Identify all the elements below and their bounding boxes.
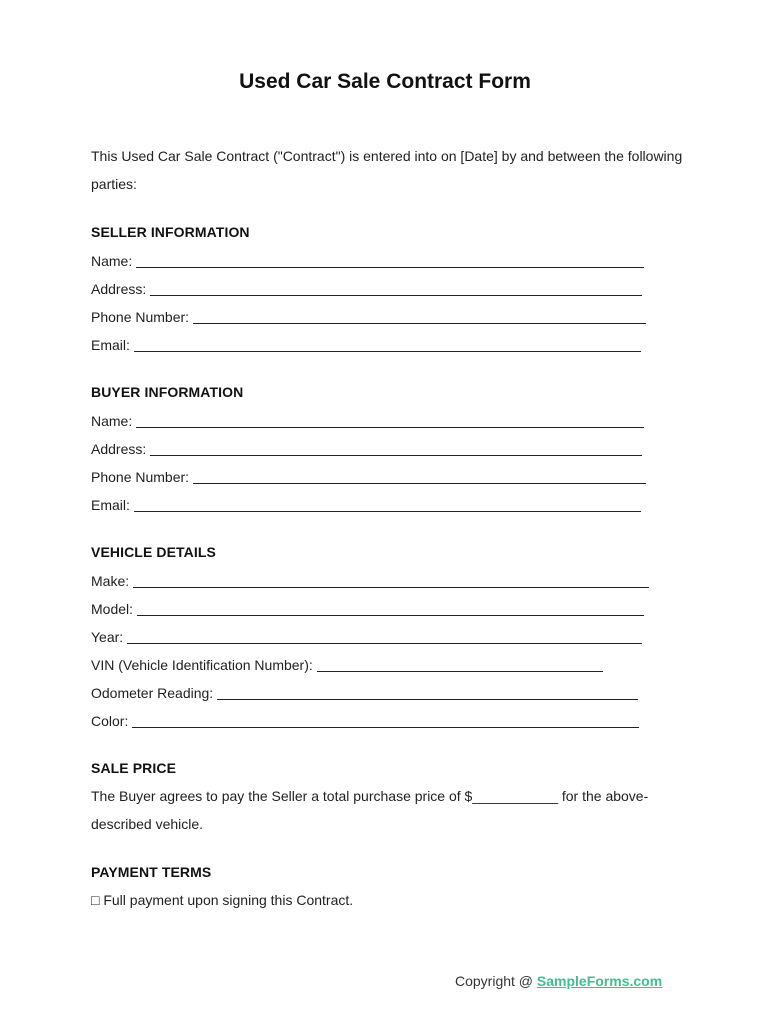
vehicle-odometer-line[interactable] [217, 685, 638, 700]
buyer-phone-line[interactable] [193, 469, 646, 484]
seller-email-line[interactable] [134, 337, 641, 352]
seller-email-field[interactable] [91, 334, 641, 354]
seller-phone-line[interactable] [193, 309, 646, 324]
vehicle-vin-line[interactable] [317, 657, 603, 672]
buyer-name-label: Name: [91, 413, 133, 429]
vehicle-year-line[interactable] [127, 629, 642, 644]
vehicle-vin-label: VIN (Vehicle Identification Number): [91, 657, 313, 673]
seller-heading: SELLER INFORMATION [91, 224, 250, 240]
seller-address-field[interactable] [91, 278, 642, 298]
seller-name-label: Name: [91, 253, 133, 269]
vehicle-vin-field[interactable] [91, 654, 603, 674]
seller-phone-field[interactable] [91, 306, 646, 326]
page-title: Used Car Sale Contract Form [239, 70, 531, 93]
buyer-email-line[interactable] [134, 497, 641, 512]
vehicle-odometer-field[interactable] [91, 682, 638, 702]
footer-copyright [455, 973, 662, 989]
vehicle-year-label: Year: [91, 629, 124, 645]
payment-terms-heading: PAYMENT TERMS [91, 864, 212, 880]
vehicle-color-line[interactable] [132, 713, 639, 728]
buyer-address-label: Address: [91, 441, 147, 457]
buyer-address-field[interactable] [91, 438, 642, 458]
sale-price-heading: SALE PRICE [91, 760, 177, 776]
seller-name-field[interactable] [91, 250, 644, 270]
buyer-heading: BUYER INFORMATION [91, 384, 244, 400]
seller-email-label: Email: [91, 337, 130, 353]
vehicle-model-line[interactable] [137, 601, 644, 616]
intro-paragraph: This Used Car Sale Contract ("Contract") is entered into on [Date] by and between the following parties: [91, 148, 683, 192]
seller-address-line[interactable] [150, 281, 642, 296]
copyright-text: Copyright @ [455, 973, 537, 989]
buyer-name-line[interactable] [136, 413, 644, 428]
seller-phone-label: Phone Number: [91, 309, 190, 325]
buyer-phone-field[interactable] [91, 466, 646, 486]
payment-option-full[interactable]: □ Full payment upon signing this Contract. [91, 892, 354, 908]
vehicle-make-line[interactable] [133, 573, 649, 588]
vehicle-year-field[interactable] [91, 626, 642, 646]
seller-name-line[interactable] [136, 253, 644, 268]
brand-link[interactable]: SampleForms.com [536, 973, 663, 989]
buyer-email-label: Email: [91, 497, 130, 513]
vehicle-make-label: Make: [91, 573, 130, 589]
seller-address-label: Address: [91, 281, 147, 297]
vehicle-model-label: Model: [91, 601, 134, 617]
vehicle-heading: VEHICLE DETAILS [91, 544, 216, 560]
buyer-email-field[interactable] [91, 494, 641, 514]
vehicle-color-label: Color: [91, 713, 129, 729]
buyer-address-line[interactable] [150, 441, 642, 456]
vehicle-make-field[interactable] [91, 570, 649, 590]
buyer-phone-label: Phone Number: [91, 469, 190, 485]
buyer-name-field[interactable] [91, 410, 644, 430]
vehicle-model-field[interactable] [91, 598, 644, 618]
sale-price-paragraph: The Buyer agrees to pay the Seller a total purchase price of $___________ for the above-described vehicle. [91, 788, 649, 832]
vehicle-color-field[interactable] [91, 710, 639, 730]
vehicle-odometer-label: Odometer Reading: [91, 685, 214, 701]
